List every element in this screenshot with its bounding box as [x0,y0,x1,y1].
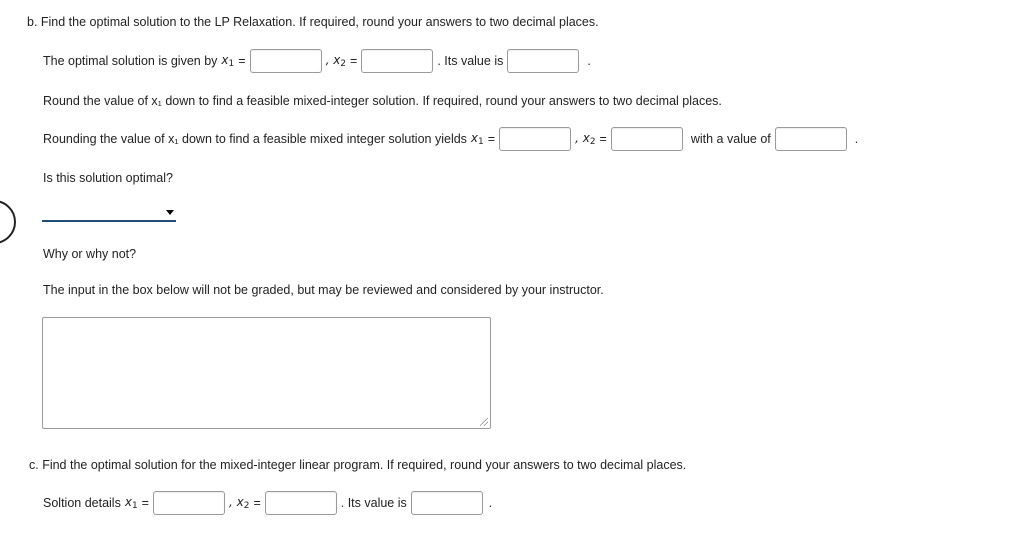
lp-solution-row [43,49,591,73]
lp-value-input[interactable] [507,49,579,73]
lp-x2-input[interactable] [361,49,433,73]
rounding-prefix: Rounding the value of x₁ down to find a feasible mixed integer solution yields [43,132,467,146]
x2-label: , $x_2$ [325,53,347,69]
rounded-x1-input[interactable] [499,127,571,151]
chevron-down-icon [166,210,174,215]
resize-handle-icon[interactable] [480,418,488,426]
milp-solution-prefix: Soltion details [43,496,121,510]
part-c-heading: c. Find the optimal solution for the mixed-integer linear program. If required, round your answers to two decimal places. [29,458,687,472]
lp-x1-input[interactable] [250,49,322,73]
rounded-value-label: with a value of [690,132,771,146]
part-b-heading: b. Find the optimal solution to the LP Relaxation. If required, round your answers to two decimal places. [27,15,599,29]
x2-label: , $x_2$ [575,131,596,147]
why-question: Why or why not? [43,247,137,261]
equals-sign: = [487,132,496,146]
optimal-dropdown[interactable] [42,205,176,222]
period: . [854,132,859,146]
equals-sign: = [350,54,358,68]
equals-sign: = [238,54,246,68]
round-instruction: Round the value of x₁ down to find a feasible mixed-integer solution. If required, round your answers to two decimal places. [43,94,722,108]
milp-value-label: . Its value is [340,496,407,510]
lp-value-label: . Its value is [437,54,504,68]
x1-label: $x_1$ [470,131,484,147]
equals-sign: = [141,496,149,510]
explanation-textarea[interactable] [42,317,491,429]
rounded-value-input[interactable] [775,127,847,151]
rounding-row [43,127,858,151]
optimal-question: Is this solution optimal? [43,171,173,185]
equals-sign: = [253,496,261,510]
equals-sign: = [599,132,607,146]
textarea-note: The input in the box below will not be graded, but may be reviewed and considered by your instructor. [43,283,604,297]
milp-x2-input[interactable] [265,491,337,515]
x1-label: $x_1$ [221,53,235,69]
x1-label: $x_1$ [124,495,138,511]
milp-value-input[interactable] [411,491,483,515]
period: . [587,54,591,68]
rounded-x2-input[interactable] [611,127,683,151]
milp-x1-input[interactable] [153,491,225,515]
period: . [488,496,493,510]
milp-solution-row [43,491,492,515]
x2-label: , $x_2$ [228,495,250,511]
lp-solution-prefix: The optimal solution is given by [43,54,218,68]
section-marker-circle [0,200,16,244]
